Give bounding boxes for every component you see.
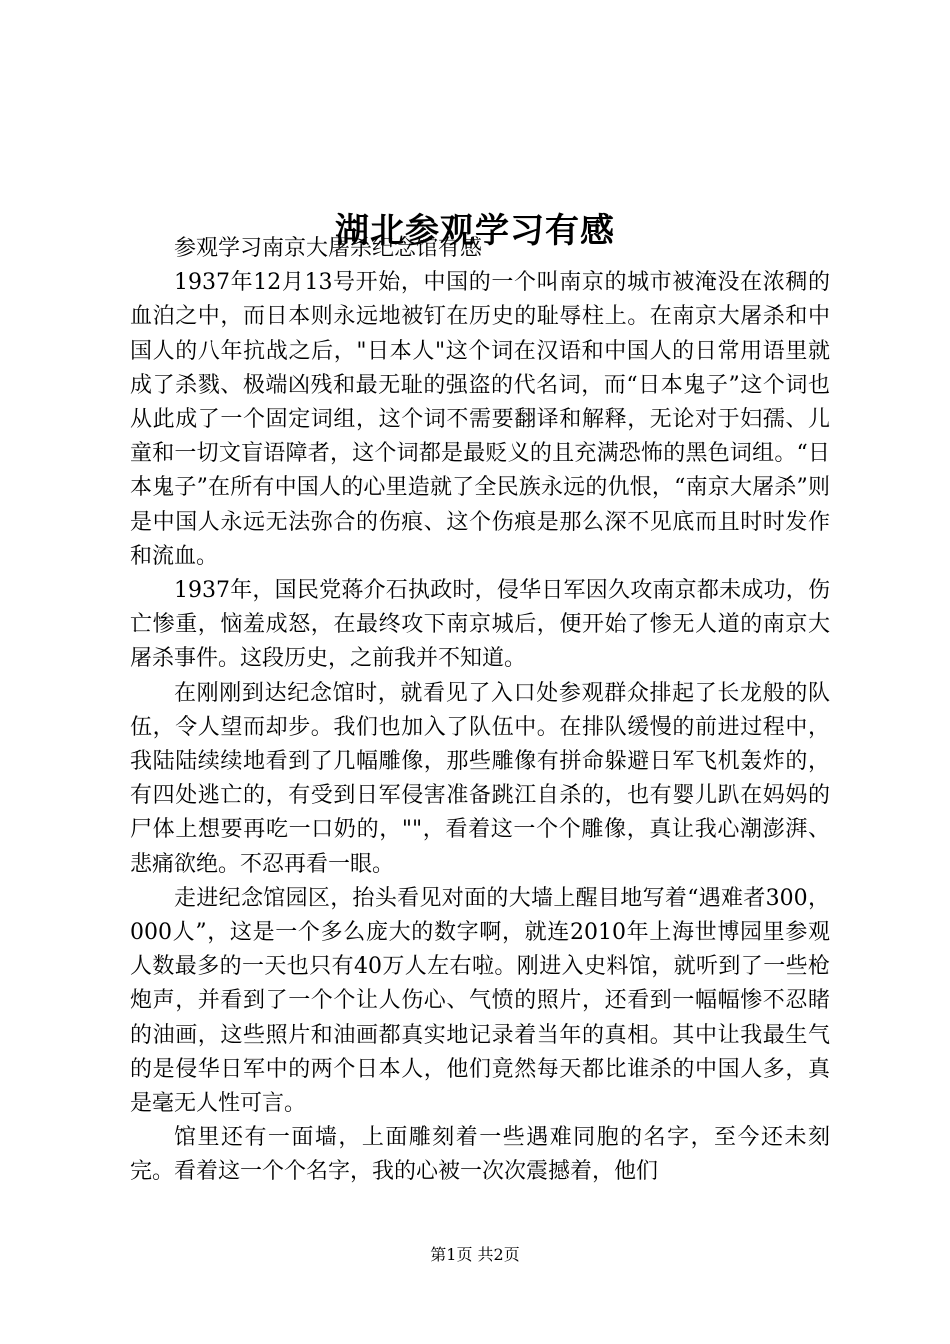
body-paragraph: 走进纪念馆园区，抬头看见对面的大墙上醒目地写着“遇难者300，000人”，这是一个多么庞大的数字啊，就连2010年上海世博园里参观人数最多的一天也只有40万人左右啦。刚进入史料馆，就听到了一些枪炮声，并看到了一个个让人伤心、气愤的照片，还看到一幅幅惨不忍睹的油画，这些照片和油画都真实地记录着当年的真相。其中让我最生气的是侵华日军中的两个日本人，他们竟然每天都比谁杀的中国人多，真是毫无人性可言。 <box>130 885 830 1117</box>
body-paragraph: 1937年，国民党蒋介石执政时，侵华日军因久攻南京都未成功，伤亡惨重，恼羞成怒，在最终攻下南京城后，便开始了惨无人道的南京大屠杀事件。这段历史，之前我并不知道。 <box>130 578 830 672</box>
document-body <box>130 232 830 1190</box>
subtitle-paragraph: 参观学习南京大屠杀纪念馆有感 <box>174 236 483 261</box>
body-paragraph: 1937年12月13号开始，中国的一个叫南京的城市被淹没在浓稠的血泊之中，而日本则永远地被钉在历史的耻辱柱上。在南京大屠杀和中国人的八年抗战之后，"日本人"这个词在汉语和中国人的日常用语里就成了杀戮、极端凶残和最无耻的强盗的代名词，而“日本鬼子”这个词也从此成了一个固定词组，这个词不需要翻译和解释，无论对于妇孺、儿童和一切文盲语障者，这个词都是最贬义的且充满恐怖的黑色词组。“日本鬼子”在所有中国人的心里造就了全民族永远的仇恨，“南京大屠杀”则是中国人永远无法弥合的伤痕、这个伤痕是那么深不见底而且时时发作和流血。 <box>130 270 830 569</box>
page-number-footer: 第1页 共2页 <box>430 1245 520 1264</box>
body-paragraph: 馆里还有一面墙，上面雕刻着一些遇难同胞的名字，至今还未刻完。看着这一个个名字，我的心被一次次震撼着，他们 <box>130 1125 830 1185</box>
body-paragraph: 在刚刚到达纪念馆时，就看见了入口处参观群众排起了长龙般的队伍，令人望而却步。我们也加入了队伍中。在排队缓慢的前进过程中，我陆陆续续地看到了几幅雕像，那些雕像有拼命躲避日军飞机轰炸的，有四处逃亡的，有受到日军侵害准备跳江自杀的，也有婴儿趴在妈妈的尸体上想要再吃一口奶的，""，看着这一个个雕像，真让我心潮澎湃、悲痛欲绝。不忍再看一眼。 <box>130 680 830 877</box>
document-title: 湖北参观学习有感 <box>335 210 615 251</box>
